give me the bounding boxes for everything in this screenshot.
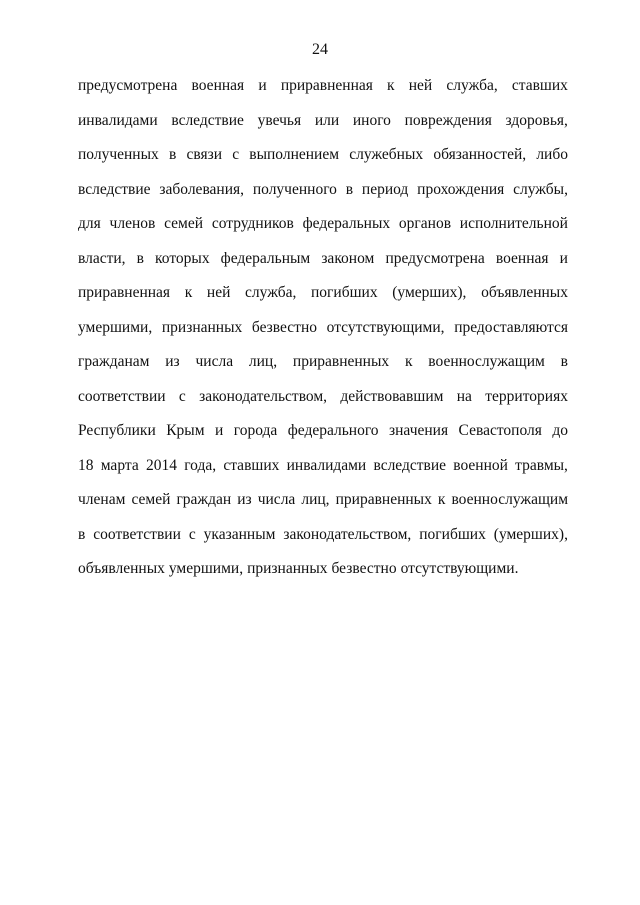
text-word: приравненных <box>335 491 432 508</box>
text-line <box>78 452 568 487</box>
text-word: для <box>78 215 101 232</box>
text-word: на <box>456 387 472 405</box>
text-word: года, <box>184 456 217 474</box>
text-line <box>78 521 568 556</box>
text-word: к <box>184 284 193 301</box>
text-line <box>78 72 568 107</box>
text-word: 18 <box>78 456 94 474</box>
text-word: к <box>437 491 446 508</box>
text-word: предусмотрена <box>385 249 485 267</box>
text-word: указанным <box>203 525 276 543</box>
text-line <box>78 279 568 314</box>
text-word: власти, <box>78 249 126 267</box>
text-word: органов <box>398 215 452 232</box>
text-line <box>78 314 568 349</box>
text-word: из <box>237 491 252 508</box>
text-word: и <box>559 249 568 267</box>
text-word: полученных <box>78 146 159 163</box>
text-word: федеральных <box>302 215 391 232</box>
text-word: вследствие <box>78 180 151 198</box>
text-word: погибших <box>311 284 378 301</box>
text-word: исполнительной <box>459 215 568 232</box>
text-word: службы, <box>513 180 568 198</box>
text-line <box>78 210 568 245</box>
text-line <box>78 176 568 211</box>
text-word: предусмотрена <box>78 77 178 94</box>
text-word: ней <box>206 284 231 301</box>
text-word: в <box>78 525 86 543</box>
text-word: сотрудников <box>211 215 294 232</box>
text-word: Крым <box>166 422 205 439</box>
text-word: здоровья, <box>505 111 568 129</box>
text-word: федеральным <box>220 249 311 267</box>
text-word: ней <box>408 77 433 94</box>
text-line <box>78 348 568 383</box>
text-word: военнослужащим <box>428 353 545 370</box>
text-word: гражданам <box>78 353 150 370</box>
text-word: федерального <box>287 422 379 439</box>
text-word: ставших <box>511 77 568 94</box>
text-word: законодательством, <box>283 525 412 543</box>
text-word: выполнением <box>249 146 340 163</box>
text-word: инвалидами <box>78 111 158 129</box>
text-word: ставших <box>223 456 280 474</box>
text-word: лиц, <box>301 491 330 508</box>
text-word: приравненная <box>280 77 373 94</box>
text-word: Республики <box>78 422 156 439</box>
text-word: повреждения <box>404 111 492 129</box>
text-line <box>78 417 568 452</box>
text-word: военная <box>191 77 245 94</box>
text-word: граждан <box>176 491 232 508</box>
text-word: военной <box>453 456 508 474</box>
text-word: которых <box>155 249 210 267</box>
text-word: города <box>233 422 278 439</box>
text-word: военная <box>495 249 549 267</box>
page-number: 24 <box>312 41 328 58</box>
text-word: (умерших), <box>493 525 568 543</box>
text-word: лиц, <box>248 353 278 370</box>
text-word: в <box>560 353 568 370</box>
text-word: увечья <box>257 111 302 129</box>
text-word: вследствие <box>171 111 244 129</box>
body-text <box>78 72 568 590</box>
text-word: инвалидами <box>286 456 367 474</box>
text-word: погибших <box>419 525 486 543</box>
text-word: служба, <box>446 77 498 94</box>
text-word: приравненная <box>78 284 171 301</box>
text-word: объявленных <box>481 284 568 301</box>
text-word: с <box>188 525 196 543</box>
text-line <box>78 107 568 142</box>
text-word: Севастополя <box>458 422 542 439</box>
text-word: признанных <box>161 318 243 336</box>
text-word: объявленных <box>78 560 165 577</box>
text-word: числа <box>257 491 296 508</box>
text-word: семей <box>164 215 204 232</box>
text-word: вследствие <box>373 456 447 474</box>
text-word: умершими, <box>168 560 244 577</box>
text-word: 2014 <box>145 456 177 474</box>
text-word: территориях <box>485 387 568 405</box>
text-word: заболевания, <box>159 180 245 198</box>
text-word: признанных <box>247 560 328 577</box>
text-word: законодательством, <box>199 387 328 405</box>
text-word: безвестно <box>331 560 397 577</box>
text-word: действовавшим <box>340 387 444 405</box>
text-word: к <box>387 77 395 94</box>
text-word: законом <box>321 249 375 267</box>
text-word: либо <box>536 146 568 163</box>
text-word: марта <box>100 456 139 474</box>
text-word: до <box>552 422 568 439</box>
text-word: членам <box>78 491 126 508</box>
text-word: в <box>168 146 177 163</box>
text-line <box>78 555 568 590</box>
text-word: период <box>361 180 409 198</box>
text-word: обязанностей, <box>433 146 527 163</box>
text-word: умершими, <box>78 318 153 336</box>
text-word: с <box>178 387 186 405</box>
text-word: и <box>258 77 267 94</box>
text-word: с <box>232 146 240 163</box>
text-word: служба, <box>245 284 297 301</box>
text-word: (умерших), <box>392 284 467 301</box>
text-word: предоставляются <box>454 318 568 336</box>
text-word: отсутствующими, <box>326 318 445 336</box>
text-word: приравненных <box>292 353 390 370</box>
text-word: семей <box>131 491 171 508</box>
text-line <box>78 141 568 176</box>
text-line <box>78 245 568 280</box>
text-word: травмы, <box>515 456 568 474</box>
text-word: прохождения <box>417 180 505 198</box>
text-word: в <box>136 249 144 267</box>
text-word: отсутствующими. <box>400 560 519 577</box>
text-word: военнослужащим <box>451 491 568 508</box>
text-word: и <box>214 422 224 439</box>
text-word: иного <box>352 111 391 129</box>
text-word: в <box>345 180 354 198</box>
text-word: соответствии <box>93 525 181 543</box>
text-word: к <box>404 353 413 370</box>
text-word: служебных <box>349 146 424 163</box>
text-word: соответствии <box>78 387 166 405</box>
text-word: значения <box>389 422 449 439</box>
text-word: из <box>165 353 180 370</box>
text-word: членов <box>109 215 156 232</box>
text-word: связи <box>186 146 223 163</box>
text-word: безвестно <box>251 318 317 336</box>
text-word: или <box>314 111 340 129</box>
text-line <box>78 486 568 521</box>
text-word: числа <box>195 353 234 370</box>
text-line <box>78 383 568 418</box>
text-word: полученного <box>252 180 337 198</box>
